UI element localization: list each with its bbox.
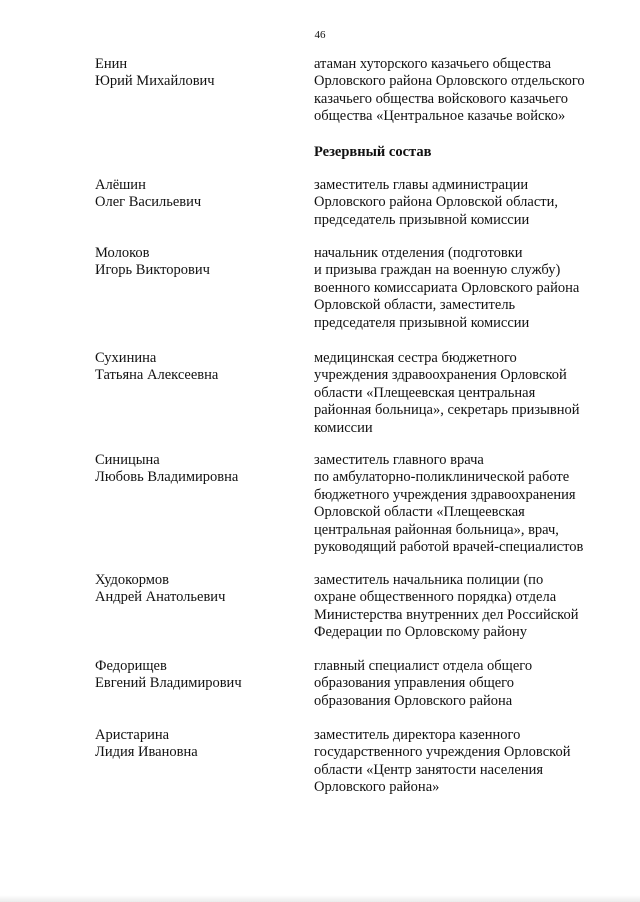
member-name: Молоков Игорь Викторович [95,245,210,279]
member-name: Синицына Любовь Владимировна [95,452,239,486]
member-name: Енин Юрий Михайлович [95,56,215,90]
member-role: заместитель начальника полиции (по охране общественного порядка) отдела Министерства внутренних дел Российской Федерации по Орловскому району [314,572,579,641]
member-role: заместитель директора казенного государственного учреждения Орловской области «Центр занятости населения Орловского района» [314,727,571,796]
member-role: начальник отделения (подготовки и призыва граждан на военную службу) военного комиссариата Орловского района Орловской области, заместитель председателя призывной комиссии [314,245,580,331]
member-role: атаман хуторского казачьего общества Орловского района Орловского отдельского казачьего общества войскового казачьего общества «Центральное казачье войско» [314,56,585,125]
scan-edge [0,895,640,902]
member-role: главный специалист отдела общего образования управления общего образования Орловского района [314,658,533,709]
page-number: 46 [314,29,326,41]
member-role: заместитель главного врача по амбулаторно-поликлинической работе бюджетного учреждения здравоохранения Орловской области «Плещеевская центральная районная больница», врач, руководящий работой врачей-специалистов [314,452,584,556]
member-name: Сухинина Татьяна Алексеевна [95,350,219,384]
member-name: Худокормов Андрей Анатольевич [95,572,226,606]
member-role: заместитель главы администрации Орловского района Орловской области, председатель призывной комиссии [314,177,559,228]
member-name: Алёшин Олег Васильевич [95,177,202,211]
member-name: Федорищев Евгений Владимирович [95,658,242,692]
section-title: Резервный состав [314,144,432,160]
member-name: Аристарина Лидия Ивановна [95,727,198,761]
member-role: медицинская сестра бюджетного учреждения здравоохранения Орловской области «Плещеевская центральная районная больница», секретарь призывной комиссии [314,350,580,436]
